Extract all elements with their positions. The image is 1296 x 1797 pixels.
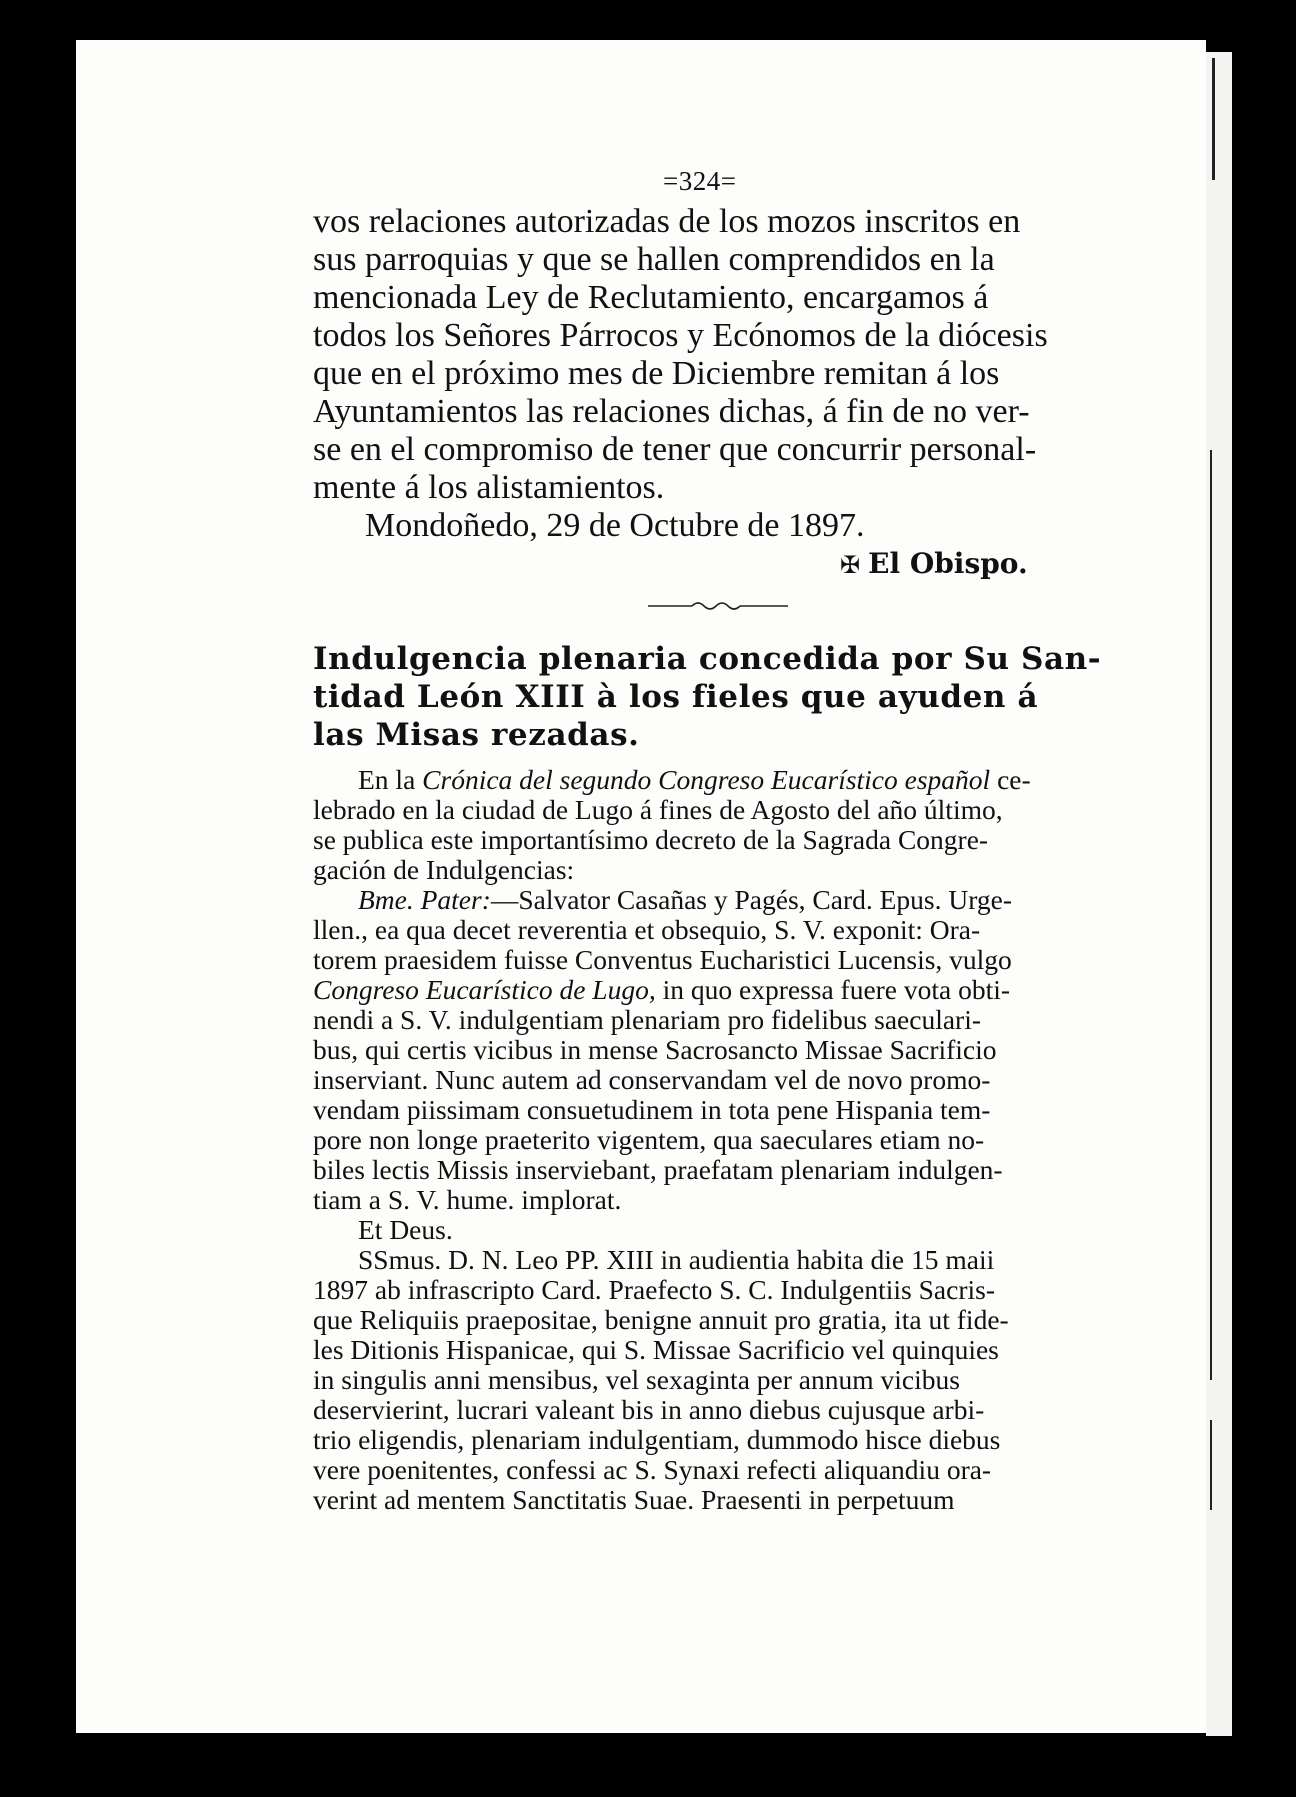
text-line: tiam a S. V. hume. implorat. — [313, 1185, 622, 1215]
text-line: inserviant. Nunc autem ad conservandam vel de novo promo- — [313, 1065, 991, 1095]
text-line: todos los Señores Párrocos y Ecónomos de la diócesis — [313, 317, 1048, 354]
italic-title: Crónica del segundo Congreso Eucarístico español — [422, 765, 991, 795]
page-edge-line — [1210, 450, 1212, 1380]
page-edge-line — [1212, 58, 1215, 180]
text-line: se en el compromiso de tener que concurrir personal- — [313, 431, 1037, 468]
text-line: que en el próximo mes de Diciembre remitan á los — [313, 355, 1000, 392]
text-line: trio eligendis, plenariam indulgentiam, dummodo hisce diebus — [313, 1425, 1001, 1455]
text-line: mente á los alistamientos. — [313, 469, 665, 506]
text-line: lebrado en la ciudad de Lugo á fines de Agosto del año último, — [313, 795, 1003, 825]
text-line: vendam piissimam consuetudinem in tota pene Hispania tem- — [313, 1095, 991, 1125]
text-line: vere poenitentes, confessi ac S. Synaxi refecti aliquandiu ora- — [313, 1455, 992, 1485]
text-line: Et Deus. — [358, 1215, 453, 1245]
text-line: verint ad mentem Sanctitatis Suae. Praesenti in perpetuum — [313, 1485, 955, 1515]
text-line: SSmus. D. N. Leo PP. XIII in audientia habita die 15 maii — [358, 1245, 995, 1275]
page-number: =324= — [663, 166, 737, 196]
text-line: En la Crónica del segundo Congreso Eucarístico español ce- — [358, 765, 1031, 795]
text-line: pore non longe praeterito vigentem, qua saeculares etiam no- — [313, 1125, 985, 1155]
text-line: llen., ea qua decet reverentia et obsequio, S. V. exponit: Ora- — [313, 915, 981, 945]
text-line: torem praesidem fuisse Conventus Eucharistici Lucensis, vulgo — [313, 945, 1012, 975]
text-line: deservierint, lucrari valeant bis in anno diebus cujusque arbi- — [313, 1395, 985, 1425]
text-line: nendi a S. V. indulgentiam plenariam pro fidelibus saeculari- — [313, 1005, 981, 1035]
page-edge-line — [1210, 1420, 1212, 1510]
cross-icon: ✠ — [840, 551, 861, 579]
text-line: in singulis anni mensibus, vel sexaginta per annum vicibus — [313, 1365, 960, 1395]
section-heading: las Misas rezadas. — [313, 717, 640, 753]
text-line: que Reliquiis praepositae, benigne annuit pro gratia, ita ut fide- — [313, 1305, 1009, 1335]
text-line: les Ditionis Hispanicae, qui S. Missae Sacrificio vel quinquies — [313, 1335, 999, 1365]
text-line: Bme. Pater:—Salvator Casañas y Pagés, Card. Epus. Urge- — [358, 885, 1013, 915]
date-line: Mondoñedo, 29 de Octubre de 1897. — [365, 507, 865, 544]
signature — [840, 547, 1028, 580]
text-line: 1897 ab infrascripto Card. Praefecto S. C. Indulgentiis Sacris- — [313, 1275, 995, 1305]
text-line: gación de Indulgencias: — [313, 855, 575, 885]
text-line: vos relaciones autorizadas de los mozos inscritos en — [313, 203, 1021, 240]
section-heading: tidad León XIII à los fieles que ayuden á — [313, 679, 1039, 715]
signature-text: El Obispo. — [868, 547, 1028, 580]
text-line: bus, qui certis vicibus in mense Sacrosancto Missae Sacrificio — [313, 1035, 997, 1065]
text-line: mencionada Ley de Reclutamiento, encargamos á — [313, 279, 989, 316]
separator-ornament — [648, 598, 788, 614]
section-heading: Indulgencia plenaria concedida por Su San- — [313, 641, 1102, 677]
text-line: sus parroquias y que se hallen comprendidos en la — [313, 241, 995, 278]
text-line: Ayuntamientos las relaciones dichas, á fin de no ver- — [313, 393, 1030, 430]
text-line: biles lectis Missis inserviebant, praefatam plenariam indulgen- — [313, 1155, 1003, 1185]
text-line: Congreso Eucarístico de Lugo, in quo expressa fuere vota obti- — [313, 975, 1011, 1005]
text-line: se publica este importantísimo decreto de la Sagrada Congre- — [313, 825, 989, 855]
